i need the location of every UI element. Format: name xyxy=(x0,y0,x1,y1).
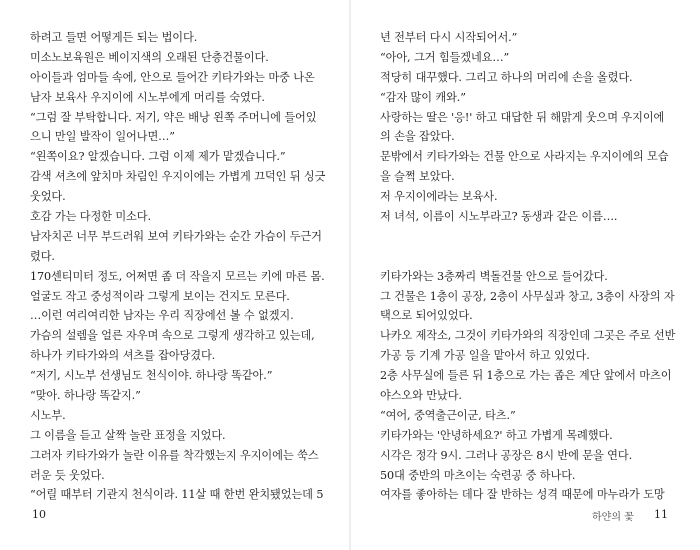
text-line: 170센티미터 정도, 어쩌면 좀 더 작을지 모르는 키에 마른 몸. xyxy=(30,269,325,283)
text-line: 여자를 좋아하는 데다 잘 반하는 성격 때문에 마누라가 도망 xyxy=(380,488,665,502)
text-line: 그러자 키타가와가 놀란 이유를 착각했는지 우지이에는 쑥스 xyxy=(30,448,319,462)
text-line: 을 슬쩍 보았다. xyxy=(380,170,455,184)
text-line: 남자 보육사 우지이에 시노부에게 머리를 숙였다. xyxy=(30,90,265,104)
text-line: 저 녀석, 이름이 시노부라고? 동생과 같은 이름…. xyxy=(380,210,618,224)
left-page xyxy=(30,28,330,505)
text-line: 남자치곤 너무 부드러워 보여 키타가와는 순간 가슴이 두근거 xyxy=(30,229,322,243)
text-line: “저기, 시노부 선생님도 천식이야. 하나랑 똑같아.” xyxy=(30,369,273,383)
text-line: 렸다. xyxy=(30,249,55,263)
running-head: 하얀의 꽃 xyxy=(592,512,634,523)
text-line: “그럼 잘 부탁합니다. 저기, 약은 배낭 왼쪽 주머니에 들어있 xyxy=(30,110,317,124)
text-line: 아이들과 엄마들 속에, 안으로 들어간 키타가와는 마중 나온 xyxy=(30,70,315,84)
text-line: 하려고 들면 어떻게든 되는 법이다. xyxy=(30,31,198,44)
text-line: 문밖에서 키타가와는 건물 안으로 사라지는 우지이에의 모습 xyxy=(380,150,669,164)
text-line: 키타가와는 '안녕하세요?' 하고 가볍게 목례했다. xyxy=(380,428,613,442)
text-line: 50대 중반의 마츠이는 숙련공 중 하나다. xyxy=(380,468,576,482)
text-line: 러운 듯 웃었다. xyxy=(30,468,105,482)
text-line: 얼굴도 작고 중성적이라 그렇게 보이는 건지도 모른다. xyxy=(30,289,290,303)
text-line: “여어, 중역출근이군, 타츠.” xyxy=(380,408,516,422)
text-line: 호감 가는 다정한 미소다. xyxy=(30,210,151,224)
section-break xyxy=(380,247,678,267)
text-line: 택으로 되어있었다. xyxy=(380,309,473,323)
text-line: 키타가와는 3층짜리 벽돌건물 안으로 들어갔다. xyxy=(380,269,608,283)
text-line: 적당히 대꾸했다. 그리고 하나의 머리에 손을 올렸다. xyxy=(380,70,633,84)
text-line: 가공 등 기계 가공 일을 맡아서 하고 있었다. xyxy=(380,349,590,363)
text-line: “어릴 때부터 기관지 천식이라. 11살 때 한번 완치됐었는데 5 xyxy=(30,488,324,502)
right-page-number: 11 xyxy=(654,508,668,521)
text-line: 나카오 제작소, 그것이 키타가와의 직장인데 그곳은 주로 선반 xyxy=(380,329,676,343)
text-line: 그 이름을 듣고 살짝 놀란 표정을 지었다. xyxy=(30,428,226,442)
text-line: 으니 만일 발작이 일어나면…” xyxy=(30,130,175,144)
left-page-number: 10 xyxy=(32,508,46,521)
text-line: …이런 여리여리한 남자는 우리 직장에선 볼 수 없겠지. xyxy=(30,309,294,323)
text-line: 저 우지이에라는 보육사. xyxy=(380,190,498,204)
text-line: 의 손을 잡았다. xyxy=(380,130,455,144)
text-line: 시각은 정각 9시. 그러나 공장은 8시 반에 문을 연다. xyxy=(380,448,633,462)
text-line: 시노부. xyxy=(30,408,66,422)
text-line: “맞아. 하나랑 똑같지.” xyxy=(30,389,141,403)
text-line: 년 전부터 다시 시작되어서.” xyxy=(380,31,518,44)
text-line: 야스오와 만났다. xyxy=(380,389,462,403)
book-gutter xyxy=(349,0,351,550)
text-line: 사랑하는 딸은 '응!' 하고 대답한 뒤 해맑게 웃으며 우지이에 xyxy=(380,110,665,124)
text-line: “감자 많이 캐와.” xyxy=(380,90,466,104)
text-line: 미소노보육원은 베이지색의 오래된 단층건물이다. xyxy=(30,50,269,64)
right-page xyxy=(380,28,678,505)
text-line: “왼쪽이요? 알겠습니다. 그럼 이제 제가 맡겠습니다.” xyxy=(30,150,286,164)
text-line: 가슴의 설렘을 얼른 자우며 속으로 그렇게 생각하고 있는데, xyxy=(30,329,315,343)
text-line: 감색 셔츠에 앞치마 차림인 우지이에는 가볍게 끄덕인 뒤 싱긋 xyxy=(30,170,326,184)
text-line: 하나가 키타가와의 셔츠를 잡아당겼다. xyxy=(30,349,216,363)
section-break xyxy=(380,227,678,247)
text-line: “아아, 그거 힘들겠네요…” xyxy=(380,50,510,64)
text-line: 그 건물은 1층이 공장, 2층이 사무실과 창고, 3층이 사장의 자 xyxy=(380,289,675,303)
text-line: 2층 사무실에 들른 뒤 1층으로 가는 좁은 계단 앞에서 마츠이 xyxy=(380,369,672,383)
text-line: 웃었다. xyxy=(30,190,66,204)
